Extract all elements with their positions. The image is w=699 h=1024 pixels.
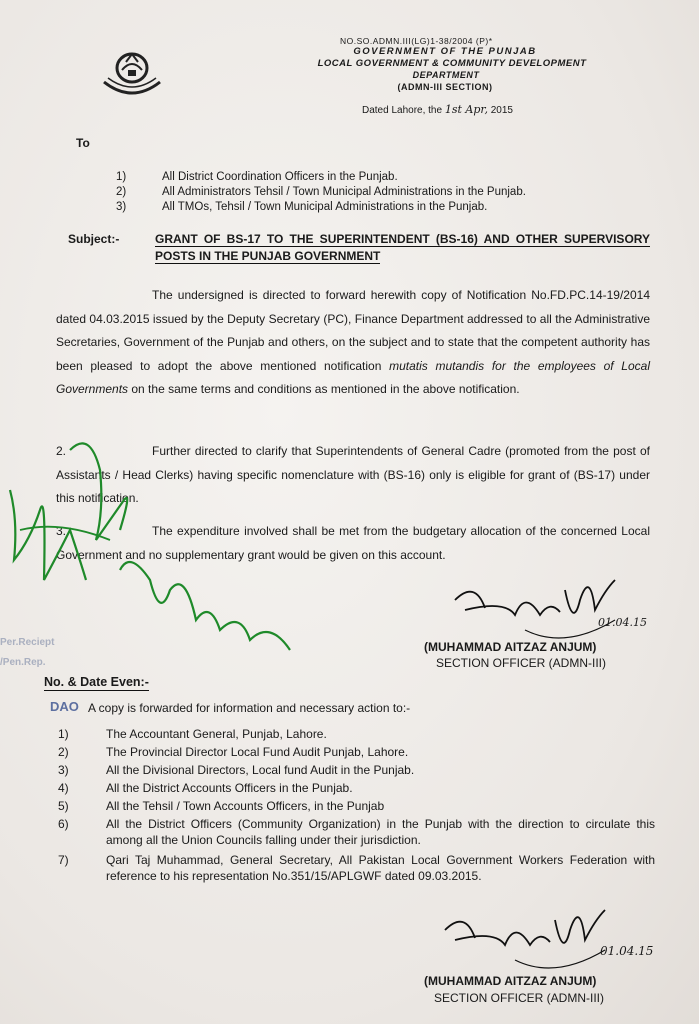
subject-label: Subject:-	[68, 232, 120, 246]
no-date-even-heading: No. & Date Even:-	[44, 675, 149, 689]
addressee-list: 1) All District Coordination Officers in the Punjab. 2) All Administrators Tehsil / Town Municipal Administrations in the Punjab. 3) All TMOs, Tehsil / Town Municipal Administrations in the Punjab.	[116, 171, 526, 213]
signatory-2-title: SECTION OFFICER (ADMN-III)	[434, 991, 604, 1005]
received-stamp: Per.Reciept	[0, 637, 55, 648]
signatory-2-name: (MUHAMMAD AITZAZ ANJUM)	[424, 974, 597, 988]
copy-list: 1) The Accountant General, Punjab, Lahore. 2) The Provincial Director Local Fund Audit Punjab, Lahore. 3) All the Divisional Directors, Local fund Audit in the Punjab. 4) All the District Accounts Officers in the Punjab. 5) All the Tehsil / Town Accounts Officers, in the Punjab 6) All the District Officers (Community Organization) in the Punjab with the direction to circulate this among all the Union Councils falling under their jurisdiction. 7) Qari Taj Muhammad, General Secretary, All Pakistan Local Government Workers Federation with reference to his representation No.351/15/APLGWF dated 09.03.2015.	[58, 727, 655, 883]
green-handwritten-annotation	[0, 430, 300, 670]
reference-number: NO.SO.ADMN.III(LG)1-38/2004 (P)*	[340, 36, 493, 46]
department-title-cont: DEPARTMENT	[412, 70, 480, 80]
dated-line	[362, 103, 513, 116]
govt-title: GOVERNMENT OF THE PUNJAB	[353, 46, 537, 57]
section-title: (ADMN-III SECTION)	[397, 82, 493, 92]
paragraph-2: 2. Further directed to clarify that Superintendents of General Cadre (promoted from the post of Assistants / Head Clerks) having specific nomenclature with (BS-16) only is eligible for grant of (BS-17) under this notification.	[56, 444, 650, 505]
subject-text: GRANT OF BS-17 TO THE SUPERINTENDENT (BS-16) AND OTHER SUPERVISORY POSTS IN THE PUNJAB GOVERNMENT	[155, 232, 650, 263]
dao-mark: DAO	[50, 699, 79, 714]
paragraph-1: The undersigned is directed to forward herewith copy of Notification No.FD.PC.14-19/2014 dated 04.03.2015 issued by the Deputy Secretary (PC), Finance Department addressed to all the Administrative Secretaries, Government of the Punjab and others, on the subject and to state that the competent authority has been pleased to adopt the above mentioned notification mutatis mutandis for the employees of Local Governments on the same terms and conditions as mentioned in the above notification.	[56, 288, 650, 396]
paragraph-3: 3. The expenditure involved shall be met from the budgetary allocation of the concerned Local Government and no supplementary grant would be given on this account.	[56, 524, 650, 562]
signatory-1-title: SECTION OFFICER (ADMN-III)	[436, 656, 606, 670]
signature-2-date: 01.04.15	[600, 944, 654, 958]
dated-prefix: Dated Lahore, the	[362, 105, 443, 116]
department-title: LOCAL GOVERNMENT & COMMUNITY DEVELOPMENT	[317, 58, 587, 69]
signature-1	[445, 570, 645, 640]
copy-forward-text: A copy is forwarded for information and necessary action to:-	[88, 701, 411, 715]
signatory-1-name: (MUHAMMAD AITZAZ ANJUM)	[424, 640, 597, 654]
dated-year: 2015	[490, 105, 513, 116]
dated-handwritten: 1st Apr,	[444, 103, 488, 116]
punjab-emblem-icon	[96, 48, 168, 100]
to-label: To	[76, 136, 90, 150]
received-stamp-2: /Pen.Rep.	[0, 657, 46, 668]
signature-2	[435, 900, 635, 970]
signature-1-date: 01.04.15	[598, 616, 647, 629]
